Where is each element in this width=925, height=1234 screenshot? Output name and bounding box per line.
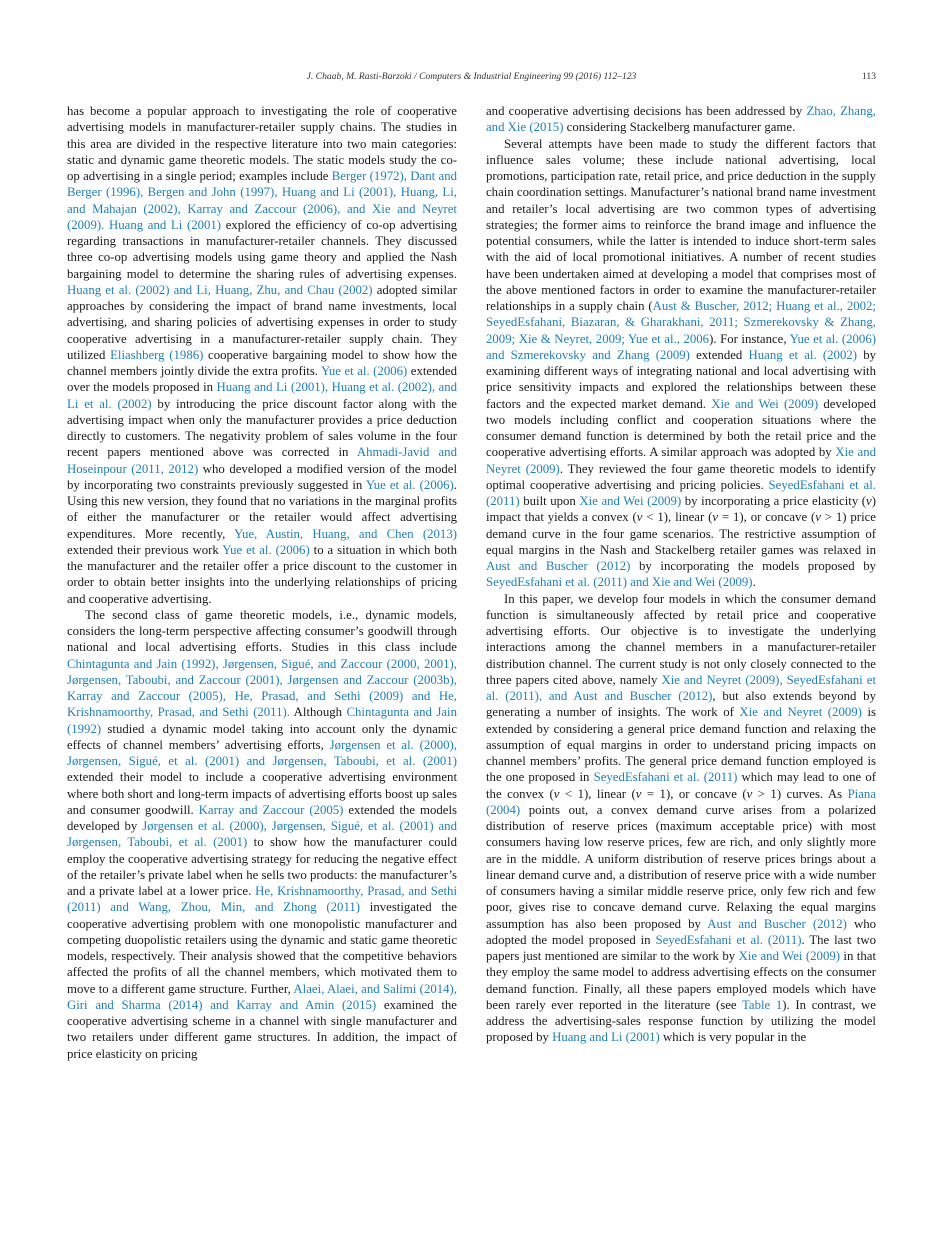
- text-span: . They reviewed the four game theoretic models to identify optimal cooperative advertising and pricing policies.: [486, 461, 876, 492]
- left-column: [67, 103, 457, 1062]
- citation-link[interactable]: Huang et al. (2002): [748, 347, 857, 362]
- text-span: ). For instance,: [709, 331, 790, 346]
- text-span: developed two models including conflict and cooperation situations where the consumer demand function is determined by both the retail price and the cooperative advertising efforts. A similar approach was adopted by: [486, 396, 876, 460]
- math-symbol-nu: ν: [712, 510, 719, 525]
- text-span: , but also extends beyond by generating a number of insights. The work of: [486, 689, 876, 720]
- text-span: considering Stackelberg manufacturer game.: [563, 120, 796, 135]
- table-reference-link[interactable]: Table 1: [741, 997, 783, 1012]
- text-span: by incorporating the models proposed by: [630, 559, 876, 573]
- citation-link[interactable]: Huang and Li (2001), Huang et al. (2002), and Li et al. (2002): [67, 380, 457, 411]
- text-span: Although: [289, 705, 347, 720]
- citation-link[interactable]: Xie and Neyret (2009), SeyedEsfahani et al. (2011), and Aust and Buscher (2012): [486, 672, 876, 703]
- citation-link[interactable]: Aust and Buscher (2012): [486, 559, 631, 573]
- text-span: who adopted the model proposed in: [486, 916, 876, 947]
- paragraph-price-elasticity: [486, 103, 876, 136]
- citation-link[interactable]: Zhao, Zhang, and Xie (2015): [486, 104, 876, 135]
- paragraph-this-paper: [486, 591, 876, 1046]
- text-span: who developed a modified version of the model by incorporating two constraints previously suggested in: [67, 461, 457, 492]
- text-span: In this paper, we develop four models in which the consumer demand function is simultaneously affected by retail price and cooperative advertising efforts. Our objective is to investigate the underlying interactions among the channel members in a manufacturer-retailer distribution channel. The current study is not only closely connected to the three papers cited above, namely: [486, 591, 876, 687]
- math-symbol-nu: ν: [746, 786, 753, 801]
- right-column: [486, 103, 876, 1046]
- citation-link[interactable]: SeyedEsfahani et al. (2011): [593, 770, 738, 785]
- text-span: ) impact that yields a convex (: [486, 494, 876, 525]
- text-span: which is very popular in the: [659, 1030, 807, 1045]
- text-span: to show how the manufacturer could employ the cooperative advertising strategy for reducing the negative effect of the retailer’s private label when he sells two products: the manufacturer’s and a private label at a lower price.: [67, 835, 457, 898]
- text-span: . The last two papers just mentioned are similar to the work by: [486, 932, 876, 963]
- running-head: [67, 71, 876, 83]
- text-span: cooperative bargaining model to show how the channel members jointly divide the extra profits.: [67, 347, 457, 378]
- citation-link[interactable]: Xie and Neyret (2009): [486, 445, 876, 476]
- citation-link[interactable]: Piana (2004): [486, 786, 876, 817]
- citation-link[interactable]: Xie and Wei (2009): [579, 494, 682, 508]
- text-span: extended their previous work: [67, 542, 223, 557]
- citation-link[interactable]: Alaei, Alaei, and Salimi (2014), Giri and Sharma (2014) and Karray and Amin (2015): [67, 981, 457, 1012]
- journal-citation: J. Chaab, M. Rasti-Barzoki / Computers & Industrial Engineering 99 (2016) 112–123: [306, 71, 637, 82]
- text-span: examined the cooperative advertising scheme in a channel with single manufacturer and two retailers under different game structures. In addition, the impact of price elasticity on pricing: [67, 997, 457, 1061]
- citation-link[interactable]: Yue et al. (2006) and Szmerekovsky and Zhang (2009): [486, 331, 876, 362]
- math-symbol-nu: ν: [866, 494, 872, 508]
- text-span: > 1) curves. As: [752, 786, 848, 801]
- text-span: = 1), or concave (: [641, 786, 747, 801]
- text-span: by introducing the price discount factor along with the advertising impact when only the manufacturer provides a price deduction directly to customers. The negativity problem of sales volume in the four recent papers mentioned above was corrected in: [67, 396, 457, 460]
- text-span: Several attempts have been made to study the different factors that influence sales volume; these include national advertising, local promotions, participation rate, retail price, and price deduction in the supply chain coordination settings. Manufacturer’s national brand name investment and retailer’s local advertising are two common types of advertising strategies; the former aims to reinforce the brand image and influence the potential consumers, while the latter is intended to induce short-term sales with the aid of local promotional initiatives. A number of recent studies have been undertaken aimed at developing a model that comprises most of the above mentioned factors in order to examine the manufacturer-retailer relationships in a supply chain (: [486, 136, 876, 313]
- citation-link[interactable]: Chintagunta and Jain (1992): [67, 705, 458, 736]
- text-span: .: [752, 575, 756, 590]
- text-span: extended: [689, 347, 749, 362]
- math-symbol-nu: ν: [635, 786, 642, 801]
- text-span: < 1), linear (: [642, 510, 713, 525]
- text-span: > 1) price demand curve in the four game scenarios. The restrictive assumption of equal margins in the Nash and Stackelberg retailer games was relaxed in: [486, 510, 876, 557]
- paragraph-static-models: [67, 103, 457, 607]
- citation-link[interactable]: Aust & Buscher, 2012; Huang et al., 2002; SeyedEsfahani, Biazaran, & Gharakhani, 2011; Szmerekovsky & Zhang, 2009; Xie & Neyret, 2009; Yue et al., 2006: [486, 299, 876, 346]
- text-span: investigated the cooperative advertising problem with one monopolistic manufacturer and competing duopolistic retailers using the dynamic and static game theoretic models, respectively. Their analysis showed that the competitive behaviors affected the profits of all the channel members, which motivated them to move to a different game structure. Further,: [67, 900, 457, 996]
- text-span: by incorporating a price elasticity (: [681, 494, 867, 508]
- text-span: < 1), linear (: [559, 786, 636, 801]
- text-span: = 1), or concave (: [718, 510, 816, 525]
- text-span: to a situation in which both the manufacturer and the retailer offer a price discount to the customer in order to obtain better insights into the underlying relationships of pricing and cooperative advertising.: [67, 542, 457, 606]
- text-span: built upon: [519, 494, 580, 508]
- math-symbol-nu: ν: [553, 786, 560, 801]
- citation-link[interactable]: Karray and Zaccour (2005): [198, 802, 344, 817]
- citation-link[interactable]: Jørgensen et al. (2000), Jørgensen, Sigué, et al. (2001) and Jørgensen, Taboubi, et al. (2001): [67, 819, 457, 850]
- paragraph-dynamic-models: [67, 607, 457, 1062]
- page-number: 113: [861, 71, 876, 82]
- paragraph-sales-factors: [486, 136, 876, 591]
- citation-link[interactable]: SeyedEsfahani et al. (2011): [655, 932, 802, 947]
- citation-link[interactable]: Ahmadi-Javid and Hoseinpour (2011, 2012): [67, 445, 457, 476]
- text-span: ). In contrast, we address the advertising-sales response function by utilizing the model proposed by: [486, 997, 876, 1045]
- text-span: points out, a convex demand curve arises from a polarized distribution of reserve prices (maximum acceptable price) with most consumers having low reserve prices, few are rich, and only slightly more are in the middle. A uniform distribution of reserve prices brings about a linear demand curve and, a distribution of reserve price with a wide number of consumers having a similar middle reserve price, only few rich and few poor, gives rise to concave demand curve. Relaxing the equal margins assumption has also been proposed by: [486, 802, 876, 931]
- citation-link[interactable]: Yue et al. (2006): [222, 542, 310, 557]
- citation-link[interactable]: Xie and Wei (2009): [738, 949, 840, 963]
- citation-link[interactable]: Huang and Li (2001): [552, 1030, 660, 1045]
- citation-link[interactable]: Chintagunta and Jain (1992), Jørgensen, Sigué, and Zaccour (2000, 2001), Jørgensen, Taboubi, and Zaccour (2001), Jørgensen and Zaccour (2003b), Karray and Zaccour (2005), He, Prasad, and Sethi (2009) and He, Krishnamoorthy, Prasad, and Sethi (2011).: [67, 656, 457, 720]
- text-span: by examining different ways of integrating national and local advertising with price sensitivity impacts and explored the relationships between these factors and the expected market demand.: [486, 347, 876, 411]
- text-span: extended the models developed by: [67, 802, 457, 833]
- text-span: adopted similar approaches by considering the impact of brand name investments, local advertising, and sharing policies of advertising expenses in order to study cooperative advertising in a manufacturer-retailer supply chain. They utilized: [67, 282, 457, 362]
- text-span: in that they employ the same model to address advertising effects on the consumer demand function. Finally, all these papers employed models which have been rarely ever reported in the literature (see: [486, 949, 876, 1012]
- math-symbol-nu: ν: [815, 510, 821, 525]
- citation-link[interactable]: SeyedEsfahani et al. (2011) and Xie and Wei (2009): [486, 575, 753, 590]
- text-span: extended over the models proposed in: [67, 364, 457, 395]
- citation-link[interactable]: Huang et al. (2002) and Li, Huang, Zhu, and Chau (2002): [67, 282, 373, 297]
- text-span: . Using this new version, they found that no variations in the marginal profits of either the manufacturer or the retailer would affect advertising expenditures. More recently,: [67, 477, 457, 541]
- citation-link[interactable]: Huang and Li (2001): [109, 217, 222, 232]
- text-span: has become a popular approach to investigating the role of cooperative advertising models in manufacturer-retailer supply chains. The studies in this area are divided in the respective literature into two main categories: static and dynamic game theoretic models. The static models study the co-op advertising in a single period; examples include: [67, 104, 457, 183]
- citation-link[interactable]: Xie and Neyret (2009): [739, 705, 862, 720]
- math-symbol-nu: ν: [636, 510, 643, 525]
- citation-link[interactable]: SeyedEsfahani et al. (2011): [486, 477, 876, 508]
- citation-link[interactable]: Jørgensen et al. (2000), Jørgensen, Sigué, et al. (2001) and Jørgensen, Taboubi, et al. (2001): [67, 737, 457, 768]
- citation-link[interactable]: Berger (1972), Dant and Berger (1996), Bergen and John (1997), Huang and Li (2001), Huang, Li, and Mahajan (2002), Karray and Zaccour (2006), and Xie and Neyret (2009).: [67, 169, 457, 232]
- citation-link[interactable]: Yue et al. (2006): [365, 477, 454, 492]
- citation-link[interactable]: Yue, Austin, Huang, and Chen (2013): [234, 526, 457, 541]
- text-span: and cooperative advertising decisions has been addressed by: [486, 104, 807, 118]
- citation-link[interactable]: Xie and Wei (2009): [711, 396, 819, 411]
- text-span: The second class of game theoretic models, i.e., dynamic models, considers the long-term perspective affecting consumer’s goodwill through national and local advertising efforts. Studies in this class include: [67, 607, 457, 655]
- citation-link[interactable]: He, Krishnamoorthy, Prasad, and Sethi (2011) and Wang, Zhou, Min, and Zhong (2011): [67, 884, 458, 915]
- text-span: explored the efficiency of co-op advertising regarding transactions in manufacturer-retailer channels. They discussed three co-op advertising models using game theory and applied the Nash bargaining model to determine the sharing rules of advertising expenses.: [67, 217, 457, 281]
- text-span: is extended by considering a general price demand function and relaxing the assumption of equal margins in order to understand pricing impacts on channel members’ profits. The general price demand function employed is the one proposed in: [486, 705, 876, 785]
- text-span: extended their model to include a cooperative advertising environment where both short and long-term impacts of advertising efforts boost up sales and consumer goodwill.: [67, 770, 457, 817]
- citation-link[interactable]: Eliashberg (1986): [110, 347, 204, 362]
- citation-link[interactable]: Yue et al. (2006): [321, 364, 408, 378]
- text-span: which may lead to one of the convex (: [486, 770, 877, 801]
- citation-link[interactable]: Aust and Buscher (2012): [707, 916, 847, 931]
- text-span: studied a dynamic model taking into account only the dynamic effects of channel members’ advertising efforts,: [67, 721, 457, 752]
